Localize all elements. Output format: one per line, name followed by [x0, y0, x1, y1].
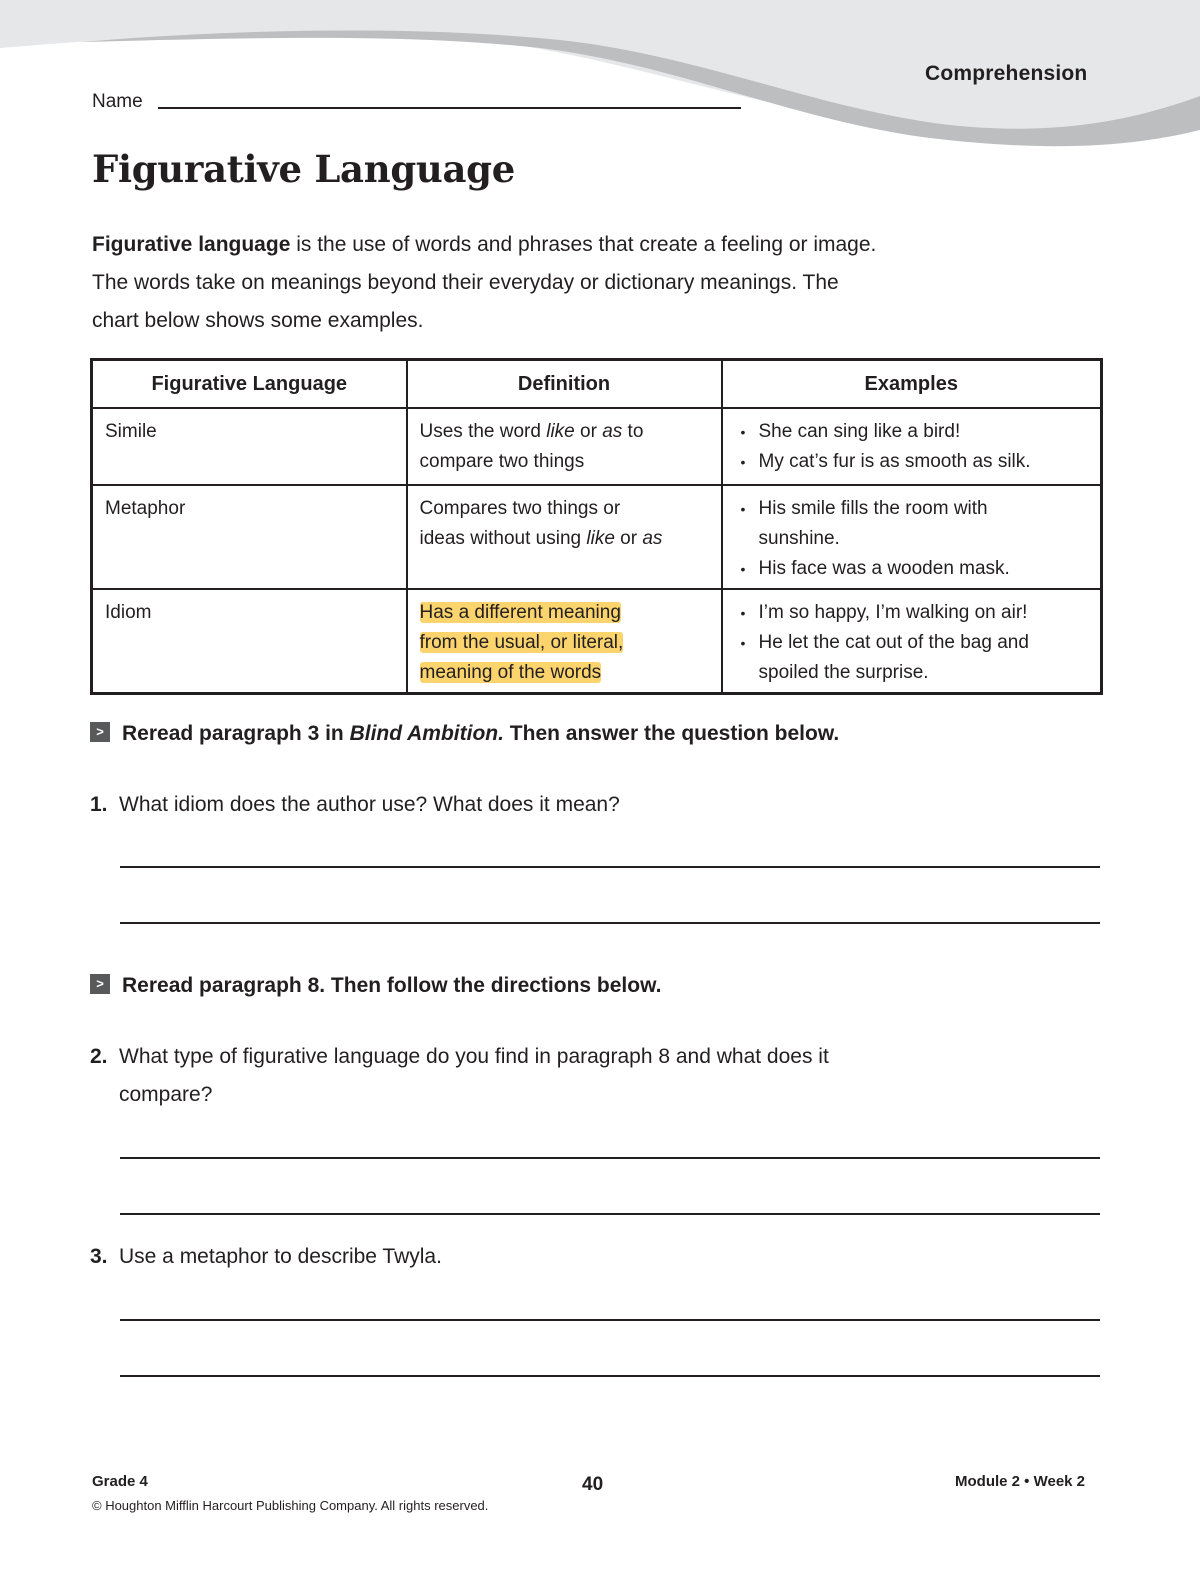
example-item [735, 494, 1089, 554]
table-row-idiom [92, 589, 1102, 694]
highlighted-definition-line: Has a different meaning [419, 602, 621, 623]
examples-cell [722, 589, 1102, 694]
question-text: Use a metaphor to describe Twyla. [119, 1245, 442, 1268]
example-item: • She can sing like a bird! [735, 417, 1089, 447]
definition-italic: like [586, 528, 615, 549]
question-number: 2. [90, 1045, 108, 1068]
example-text: His smile fills the room with [758, 498, 988, 519]
examples-cell [722, 485, 1102, 589]
answer-line-2b[interactable] [120, 1213, 1100, 1215]
definition-italic: like [546, 421, 575, 442]
answer-line-1a[interactable] [120, 866, 1100, 868]
directive-1 [90, 722, 839, 746]
arrow-icon: > [90, 974, 110, 994]
example-text: He let the cat out of the bag and [758, 632, 1029, 653]
footer-copyright: © Houghton Mifflin Harcourt Publishing Company. All rights reserved. [92, 1498, 489, 1513]
question-text: What type of figurative language do you find in paragraph 8 and what does it [119, 1045, 829, 1068]
definition-cell [407, 408, 722, 485]
directive-text: Reread paragraph 3 in [122, 722, 350, 745]
highlighted-definition-line: meaning of the words [419, 662, 602, 683]
intro-line-1 [92, 226, 1022, 264]
table-header-row [92, 360, 1102, 409]
definition-text: ideas without using [419, 528, 587, 549]
intro-paragraph [92, 226, 1022, 340]
definition-italic: as [602, 421, 623, 442]
directive-text: Then answer the question below. [503, 722, 840, 745]
intro-line-1-rest: is the use of words and phrases that create a feeling or image. [290, 233, 877, 256]
question-2 [90, 1038, 990, 1114]
answer-line-3b[interactable] [120, 1375, 1100, 1377]
question-1 [90, 786, 990, 824]
intro-line-2: The words take on meanings beyond their everyday or dictionary meanings. The [92, 271, 839, 294]
page-title: Figurative Language [92, 147, 515, 191]
question-number: 3. [90, 1245, 108, 1268]
question-text-cont: compare? [119, 1083, 213, 1106]
definition-text: to [622, 421, 644, 442]
definition-text: compare two things [419, 451, 585, 472]
figurative-language-table [90, 358, 1103, 695]
example-item: • His face was a wooden mask. [735, 554, 1089, 584]
answer-line-2a[interactable] [120, 1157, 1100, 1159]
question-text: What idiom does the author use? What does it mean? [119, 793, 620, 816]
footer-grade: Grade 4 [92, 1473, 148, 1490]
term-cell: Idiom [92, 589, 407, 694]
answer-line-3a[interactable] [120, 1319, 1100, 1321]
directive-text: Reread paragraph 8. Then follow the directions below. [122, 974, 662, 997]
table-row-metaphor [92, 485, 1102, 589]
name-field-line[interactable] [158, 107, 741, 109]
example-item [735, 628, 1089, 688]
question-number: 1. [90, 793, 108, 816]
name-label: Name [92, 91, 143, 112]
examples-cell [722, 408, 1102, 485]
header-examples: Examples [722, 360, 1102, 409]
section-label: Comprehension [925, 62, 1088, 85]
example-item: • My cat’s fur is as smooth as silk. [735, 447, 1089, 477]
definition-text: Uses the word [419, 421, 547, 442]
intro-line-3: chart below shows some examples. [92, 309, 424, 332]
term-cell: Metaphor [92, 485, 407, 589]
intro-term: Figurative language [92, 233, 291, 256]
header-figurative-language: Figurative Language [92, 360, 407, 409]
footer-module: Module 2 • Week 2 [955, 1473, 1086, 1490]
definition-text: or [574, 421, 603, 442]
header-definition: Definition [407, 360, 722, 409]
book-title: Blind Ambition. [349, 722, 504, 745]
table-row-simile [92, 408, 1102, 485]
definition-cell [407, 485, 722, 589]
definition-italic: as [642, 528, 663, 549]
definition-text: Compares two things or [419, 498, 621, 519]
page-number: 40 [582, 1474, 604, 1495]
highlighted-definition-line: from the usual, or literal, [419, 632, 624, 653]
term-cell: Simile [92, 408, 407, 485]
example-text: sunshine. [758, 528, 840, 549]
example-text: spoiled the surprise. [758, 662, 929, 683]
directive-2 [90, 974, 661, 998]
answer-line-1b[interactable] [120, 922, 1100, 924]
definition-text: or [614, 528, 643, 549]
definition-cell [407, 589, 722, 694]
example-item: • I’m so happy, I’m walking on air! [735, 598, 1089, 628]
arrow-icon: > [90, 722, 110, 742]
question-3 [90, 1238, 990, 1276]
